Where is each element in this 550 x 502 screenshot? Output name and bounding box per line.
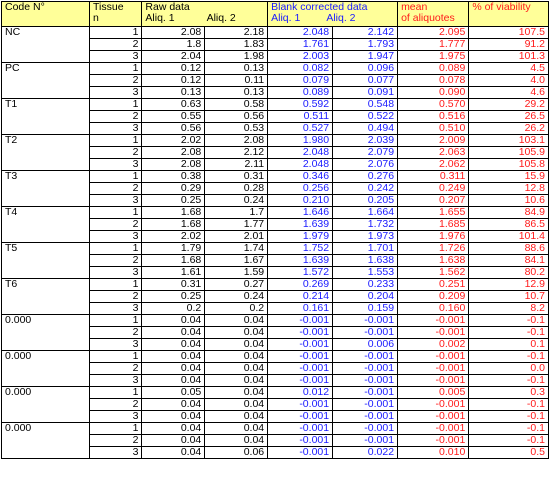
blank-aliq1-cell: -0.001 <box>268 435 333 447</box>
mean-value-cell: 1.976 <box>398 231 469 243</box>
blank-aliq2-cell: -0.001 <box>333 399 398 411</box>
raw-aliq1-cell: 0.12 <box>142 75 205 87</box>
mean-value-cell: -0.001 <box>398 363 469 375</box>
raw-aliq2-cell: 1.98 <box>205 51 268 63</box>
viability-value-cell: 101.4 <box>469 231 549 243</box>
tissue-n-cell: 3 <box>90 231 142 243</box>
blank-aliq2-cell: -0.001 <box>333 363 398 375</box>
raw-aliq2-cell: 0.58 <box>205 99 268 111</box>
viability-table <box>1 1 549 459</box>
blank-aliq1-cell: -0.001 <box>268 375 333 387</box>
mean-value-cell: 0.090 <box>398 87 469 99</box>
blank-aliq2-cell: 0.242 <box>333 183 398 195</box>
raw-aliq2-cell: 0.13 <box>205 87 268 99</box>
tissue-n-cell: 2 <box>90 291 142 303</box>
raw-aliq1-cell: 0.04 <box>142 315 205 327</box>
blank-aliq1-cell: 0.511 <box>268 111 333 123</box>
tissue-n-cell: 1 <box>90 351 142 363</box>
viability-value-cell: 4.0 <box>469 75 549 87</box>
table-row <box>2 351 549 363</box>
raw-aliq2-cell: 0.56 <box>205 111 268 123</box>
blank-aliq1-cell: 0.210 <box>268 195 333 207</box>
blank-aliq2-cell: 0.205 <box>333 195 398 207</box>
blank-aliq1-cell: 1.572 <box>268 267 333 279</box>
viability-value-cell: -0.1 <box>469 327 549 339</box>
blank-aliq1-cell: -0.001 <box>268 399 333 411</box>
viability-value-cell: -0.1 <box>469 435 549 447</box>
blank-aliq1-cell: 0.256 <box>268 183 333 195</box>
raw-aliq1-cell: 0.04 <box>142 327 205 339</box>
viability-value-cell: 105.8 <box>469 159 549 171</box>
blank-aliq2-cell: 1.701 <box>333 243 398 255</box>
tissue-n-cell: 2 <box>90 399 142 411</box>
table-row <box>2 171 549 183</box>
blank-aliq2-cell: 0.096 <box>333 63 398 75</box>
tissue-n-cell: 3 <box>90 375 142 387</box>
raw-aliq1-cell: 1.79 <box>142 243 205 255</box>
viability-value-cell: 84.1 <box>469 255 549 267</box>
header-tissue: Tissue n <box>90 2 142 27</box>
mean-value-cell: 1.726 <box>398 243 469 255</box>
table-row <box>2 279 549 291</box>
mean-value-cell: 0.078 <box>398 75 469 87</box>
tissue-n-cell: 3 <box>90 303 142 315</box>
mean-value-cell: -0.001 <box>398 423 469 435</box>
mean-value-cell: 1.655 <box>398 207 469 219</box>
viability-value-cell: 15.9 <box>469 171 549 183</box>
mean-value-cell: 2.009 <box>398 135 469 147</box>
header-row <box>2 2 549 27</box>
blank-aliq2-cell: -0.001 <box>333 423 398 435</box>
blank-aliq2-cell: 1.553 <box>333 267 398 279</box>
viability-value-cell: 86.5 <box>469 219 549 231</box>
tissue-n-cell: 2 <box>90 147 142 159</box>
raw-aliq1-cell: 1.68 <box>142 255 205 267</box>
mean-value-cell: 0.516 <box>398 111 469 123</box>
tissue-n-cell: 1 <box>90 279 142 291</box>
viability-value-cell: -0.1 <box>469 423 549 435</box>
raw-aliq2-cell: 2.18 <box>205 27 268 39</box>
blank-aliq1-cell: 2.048 <box>268 147 333 159</box>
table-row <box>2 423 549 435</box>
viability-value-cell: 0.1 <box>469 339 549 351</box>
raw-aliq2-cell: 1.67 <box>205 255 268 267</box>
tissue-n-cell: 2 <box>90 183 142 195</box>
code-cell: 0.000 <box>2 423 90 459</box>
table-row <box>2 387 549 399</box>
blank-aliq1-cell: 0.346 <box>268 171 333 183</box>
tissue-n-cell: 1 <box>90 63 142 75</box>
viability-value-cell: 12.9 <box>469 279 549 291</box>
viability-value-cell: 12.8 <box>469 183 549 195</box>
blank-aliq1-cell: -0.001 <box>268 363 333 375</box>
viability-value-cell: 80.2 <box>469 267 549 279</box>
blank-aliq1-cell: -0.001 <box>268 447 333 459</box>
table-row <box>2 243 549 255</box>
raw-aliq2-cell: 0.04 <box>205 339 268 351</box>
mean-value-cell: 0.311 <box>398 171 469 183</box>
raw-aliq2-cell: 0.04 <box>205 387 268 399</box>
blank-aliq1-cell: 0.079 <box>268 75 333 87</box>
blank-aliq2-cell: 0.159 <box>333 303 398 315</box>
mean-value-cell: 1.562 <box>398 267 469 279</box>
blank-aliq1-cell: -0.001 <box>268 327 333 339</box>
viability-value-cell: 107.5 <box>469 27 549 39</box>
raw-aliq2-cell: 0.24 <box>205 291 268 303</box>
blank-aliq2-cell: 0.006 <box>333 339 398 351</box>
viability-value-cell: 103.1 <box>469 135 549 147</box>
raw-aliq1-cell: 0.56 <box>142 123 205 135</box>
blank-aliq2-cell: -0.001 <box>333 315 398 327</box>
tissue-n-cell: 2 <box>90 111 142 123</box>
blank-aliq2-cell: 1.793 <box>333 39 398 51</box>
mean-value-cell: -0.001 <box>398 351 469 363</box>
raw-aliq1-cell: 0.25 <box>142 291 205 303</box>
blank-aliq2-cell: 0.022 <box>333 447 398 459</box>
code-cell: T6 <box>2 279 90 315</box>
raw-aliq1-cell: 2.08 <box>142 159 205 171</box>
tissue-n-cell: 1 <box>90 387 142 399</box>
blank-aliq2-cell: -0.001 <box>333 411 398 423</box>
raw-aliq2-cell: 0.04 <box>205 423 268 435</box>
blank-aliq2-cell: 1.664 <box>333 207 398 219</box>
mean-value-cell: 1.777 <box>398 39 469 51</box>
header-mean: mean of aliquotes <box>398 2 469 27</box>
viability-value-cell: -0.1 <box>469 399 549 411</box>
raw-aliq1-cell: 0.05 <box>142 387 205 399</box>
tissue-n-cell: 2 <box>90 363 142 375</box>
raw-aliq1-cell: 0.04 <box>142 339 205 351</box>
mean-value-cell: 0.207 <box>398 195 469 207</box>
tissue-n-cell: 1 <box>90 423 142 435</box>
blank-aliq1-cell: 1.646 <box>268 207 333 219</box>
blank-aliq2-cell: 0.548 <box>333 99 398 111</box>
blank-aliq1-cell: 1.639 <box>268 255 333 267</box>
raw-aliq1-cell: 0.04 <box>142 375 205 387</box>
code-cell: 0.000 <box>2 387 90 423</box>
raw-aliq1-cell: 0.2 <box>142 303 205 315</box>
viability-value-cell: 4.5 <box>469 63 549 75</box>
blank-aliq1-cell: -0.001 <box>268 423 333 435</box>
raw-aliq2-cell: 1.59 <box>205 267 268 279</box>
raw-aliq1-cell: 2.02 <box>142 231 205 243</box>
blank-aliq1-cell: 1.752 <box>268 243 333 255</box>
raw-aliq1-cell: 0.38 <box>142 171 205 183</box>
raw-aliq2-cell: 1.83 <box>205 39 268 51</box>
mean-value-cell: -0.001 <box>398 411 469 423</box>
code-cell: T4 <box>2 207 90 243</box>
code-cell: PC <box>2 63 90 99</box>
blank-aliq1-cell: 0.082 <box>268 63 333 75</box>
tissue-n-cell: 3 <box>90 267 142 279</box>
header-viability: % of viability <box>469 2 549 27</box>
raw-aliq1-cell: 2.02 <box>142 135 205 147</box>
mean-value-cell: -0.001 <box>398 327 469 339</box>
code-cell: 0.000 <box>2 351 90 387</box>
tissue-n-cell: 3 <box>90 51 142 63</box>
tissue-n-cell: 1 <box>90 315 142 327</box>
viability-value-cell: 26.2 <box>469 123 549 135</box>
code-cell: T2 <box>2 135 90 171</box>
raw-aliq2-cell: 1.77 <box>205 219 268 231</box>
mean-value-cell: 0.570 <box>398 99 469 111</box>
raw-aliq1-cell: 0.12 <box>142 63 205 75</box>
blank-aliq2-cell: 2.076 <box>333 159 398 171</box>
raw-aliq2-cell: 2.12 <box>205 147 268 159</box>
header-blank-corrected: Blank corrected data Aliq. 1 Aliq. 2 <box>268 2 398 27</box>
table-row <box>2 63 549 75</box>
raw-aliq1-cell: 0.31 <box>142 279 205 291</box>
blank-aliq1-cell: 0.527 <box>268 123 333 135</box>
tissue-n-cell: 3 <box>90 123 142 135</box>
viability-value-cell: -0.1 <box>469 351 549 363</box>
viability-value-cell: 0.5 <box>469 447 549 459</box>
header-code: Code N° <box>2 2 90 27</box>
blank-aliq2-cell: 1.973 <box>333 231 398 243</box>
raw-aliq1-cell: 1.8 <box>142 39 205 51</box>
tissue-n-cell: 2 <box>90 435 142 447</box>
raw-aliq2-cell: 0.04 <box>205 315 268 327</box>
tissue-n-cell: 3 <box>90 87 142 99</box>
mean-value-cell: -0.001 <box>398 315 469 327</box>
viability-value-cell: 10.6 <box>469 195 549 207</box>
tissue-n-cell: 1 <box>90 207 142 219</box>
blank-aliq1-cell: 0.214 <box>268 291 333 303</box>
blank-aliq1-cell: 0.089 <box>268 87 333 99</box>
raw-aliq1-cell: 0.55 <box>142 111 205 123</box>
blank-aliq2-cell: 0.091 <box>333 87 398 99</box>
raw-aliq1-cell: 0.04 <box>142 435 205 447</box>
table-row <box>2 99 549 111</box>
tissue-n-cell: 1 <box>90 99 142 111</box>
raw-aliq2-cell: 0.24 <box>205 195 268 207</box>
table-row <box>2 207 549 219</box>
raw-aliq2-cell: 2.08 <box>205 135 268 147</box>
viability-value-cell: -0.1 <box>469 411 549 423</box>
blank-aliq2-cell: -0.001 <box>333 387 398 399</box>
tissue-n-cell: 1 <box>90 243 142 255</box>
mean-value-cell: 0.249 <box>398 183 469 195</box>
blank-aliq2-cell: 0.494 <box>333 123 398 135</box>
mean-value-cell: 0.251 <box>398 279 469 291</box>
raw-aliq2-cell: 2.01 <box>205 231 268 243</box>
raw-aliq1-cell: 0.04 <box>142 447 205 459</box>
blank-aliq1-cell: 2.003 <box>268 51 333 63</box>
tissue-n-cell: 1 <box>90 135 142 147</box>
viability-value-cell: 91.2 <box>469 39 549 51</box>
mean-value-cell: 0.160 <box>398 303 469 315</box>
viability-value-cell: 84.9 <box>469 207 549 219</box>
viability-value-cell: 26.5 <box>469 111 549 123</box>
table-row <box>2 27 549 39</box>
tissue-n-cell: 2 <box>90 255 142 267</box>
blank-aliq2-cell: -0.001 <box>333 435 398 447</box>
raw-aliq1-cell: 0.04 <box>142 399 205 411</box>
tissue-n-cell: 3 <box>90 447 142 459</box>
raw-aliq1-cell: 2.08 <box>142 27 205 39</box>
raw-aliq1-cell: 1.68 <box>142 207 205 219</box>
blank-aliq1-cell: 0.012 <box>268 387 333 399</box>
raw-aliq1-cell: 1.61 <box>142 267 205 279</box>
mean-value-cell: -0.001 <box>398 435 469 447</box>
raw-aliq1-cell: 0.13 <box>142 87 205 99</box>
mean-value-cell: 1.638 <box>398 255 469 267</box>
blank-aliq2-cell: 2.039 <box>333 135 398 147</box>
code-cell: T5 <box>2 243 90 279</box>
raw-aliq1-cell: 1.68 <box>142 219 205 231</box>
table-row <box>2 135 549 147</box>
blank-aliq1-cell: -0.001 <box>268 315 333 327</box>
raw-aliq2-cell: 0.31 <box>205 171 268 183</box>
mean-value-cell: 0.209 <box>398 291 469 303</box>
viability-value-cell: -0.1 <box>469 375 549 387</box>
mean-value-cell: 0.089 <box>398 63 469 75</box>
blank-aliq2-cell: 0.077 <box>333 75 398 87</box>
mean-value-cell: 2.063 <box>398 147 469 159</box>
tissue-n-cell: 2 <box>90 75 142 87</box>
blank-aliq1-cell: 1.761 <box>268 39 333 51</box>
raw-aliq2-cell: 0.04 <box>205 411 268 423</box>
blank-aliq2-cell: 2.079 <box>333 147 398 159</box>
blank-aliq2-cell: -0.001 <box>333 375 398 387</box>
viability-value-cell: 88.6 <box>469 243 549 255</box>
raw-aliq2-cell: 0.04 <box>205 435 268 447</box>
raw-aliq2-cell: 1.74 <box>205 243 268 255</box>
raw-aliq1-cell: 0.04 <box>142 351 205 363</box>
raw-aliq1-cell: 0.63 <box>142 99 205 111</box>
tissue-n-cell: 1 <box>90 27 142 39</box>
mean-value-cell: 1.685 <box>398 219 469 231</box>
raw-aliq2-cell: 0.11 <box>205 75 268 87</box>
raw-aliq2-cell: 0.13 <box>205 63 268 75</box>
raw-aliq2-cell: 0.04 <box>205 327 268 339</box>
blank-aliq1-cell: 2.048 <box>268 159 333 171</box>
blank-aliq2-cell: 2.142 <box>333 27 398 39</box>
raw-aliq2-cell: 0.53 <box>205 123 268 135</box>
table-row <box>2 315 549 327</box>
blank-aliq1-cell: 0.592 <box>268 99 333 111</box>
blank-aliq1-cell: -0.001 <box>268 339 333 351</box>
viability-value-cell: 8.2 <box>469 303 549 315</box>
code-cell: T1 <box>2 99 90 135</box>
raw-aliq1-cell: 2.04 <box>142 51 205 63</box>
blank-aliq2-cell: -0.001 <box>333 351 398 363</box>
tissue-n-cell: 1 <box>90 171 142 183</box>
viability-value-cell: 105.9 <box>469 147 549 159</box>
tissue-n-cell: 2 <box>90 39 142 51</box>
mean-value-cell: 2.095 <box>398 27 469 39</box>
blank-aliq2-cell: 0.276 <box>333 171 398 183</box>
mean-value-cell: 2.062 <box>398 159 469 171</box>
tissue-n-cell: 3 <box>90 195 142 207</box>
blank-aliq2-cell: 1.732 <box>333 219 398 231</box>
blank-aliq2-cell: 0.522 <box>333 111 398 123</box>
mean-value-cell: 1.975 <box>398 51 469 63</box>
tissue-n-cell: 3 <box>90 339 142 351</box>
mean-value-cell: -0.001 <box>398 399 469 411</box>
blank-aliq2-cell: 0.233 <box>333 279 398 291</box>
header-raw-data: Raw data Aliq. 1 Aliq. 2 <box>142 2 268 27</box>
viability-value-cell: 4.6 <box>469 87 549 99</box>
raw-aliq1-cell: 0.04 <box>142 423 205 435</box>
raw-aliq2-cell: 0.04 <box>205 375 268 387</box>
tissue-n-cell: 2 <box>90 219 142 231</box>
viability-value-cell: 0.3 <box>469 387 549 399</box>
mean-value-cell: 0.005 <box>398 387 469 399</box>
blank-aliq2-cell: 0.204 <box>333 291 398 303</box>
blank-aliq1-cell: -0.001 <box>268 351 333 363</box>
blank-aliq2-cell: -0.001 <box>333 327 398 339</box>
raw-aliq2-cell: 0.28 <box>205 183 268 195</box>
blank-aliq1-cell: 0.269 <box>268 279 333 291</box>
blank-aliq1-cell: 0.161 <box>268 303 333 315</box>
raw-aliq1-cell: 0.04 <box>142 411 205 423</box>
blank-aliq1-cell: -0.001 <box>268 411 333 423</box>
blank-aliq1-cell: 1.639 <box>268 219 333 231</box>
code-cell: NC <box>2 27 90 63</box>
raw-aliq1-cell: 0.25 <box>142 195 205 207</box>
blank-aliq1-cell: 1.979 <box>268 231 333 243</box>
mean-value-cell: 0.010 <box>398 447 469 459</box>
mean-value-cell: 0.510 <box>398 123 469 135</box>
viability-value-cell: 101.3 <box>469 51 549 63</box>
raw-aliq1-cell: 0.04 <box>142 363 205 375</box>
raw-aliq2-cell: 1.7 <box>205 207 268 219</box>
raw-aliq2-cell: 2.11 <box>205 159 268 171</box>
blank-aliq2-cell: 1.947 <box>333 51 398 63</box>
tissue-n-cell: 3 <box>90 411 142 423</box>
raw-aliq2-cell: 0.04 <box>205 351 268 363</box>
mean-value-cell: -0.001 <box>398 375 469 387</box>
raw-aliq2-cell: 0.06 <box>205 447 268 459</box>
raw-aliq1-cell: 2.08 <box>142 147 205 159</box>
raw-aliq1-cell: 0.29 <box>142 183 205 195</box>
code-cell: 0.000 <box>2 315 90 351</box>
blank-aliq1-cell: 1.980 <box>268 135 333 147</box>
viability-value-cell: 10.7 <box>469 291 549 303</box>
blank-aliq1-cell: 2.048 <box>268 27 333 39</box>
viability-value-cell: -0.1 <box>469 315 549 327</box>
mean-value-cell: 0.002 <box>398 339 469 351</box>
viability-value-cell: 29.2 <box>469 99 549 111</box>
raw-aliq2-cell: 0.27 <box>205 279 268 291</box>
code-cell: T3 <box>2 171 90 207</box>
tissue-n-cell: 3 <box>90 159 142 171</box>
blank-aliq2-cell: 1.638 <box>333 255 398 267</box>
raw-aliq2-cell: 0.04 <box>205 399 268 411</box>
raw-aliq2-cell: 0.04 <box>205 363 268 375</box>
viability-value-cell: 0.0 <box>469 363 549 375</box>
raw-aliq2-cell: 0.2 <box>205 303 268 315</box>
tissue-n-cell: 2 <box>90 327 142 339</box>
